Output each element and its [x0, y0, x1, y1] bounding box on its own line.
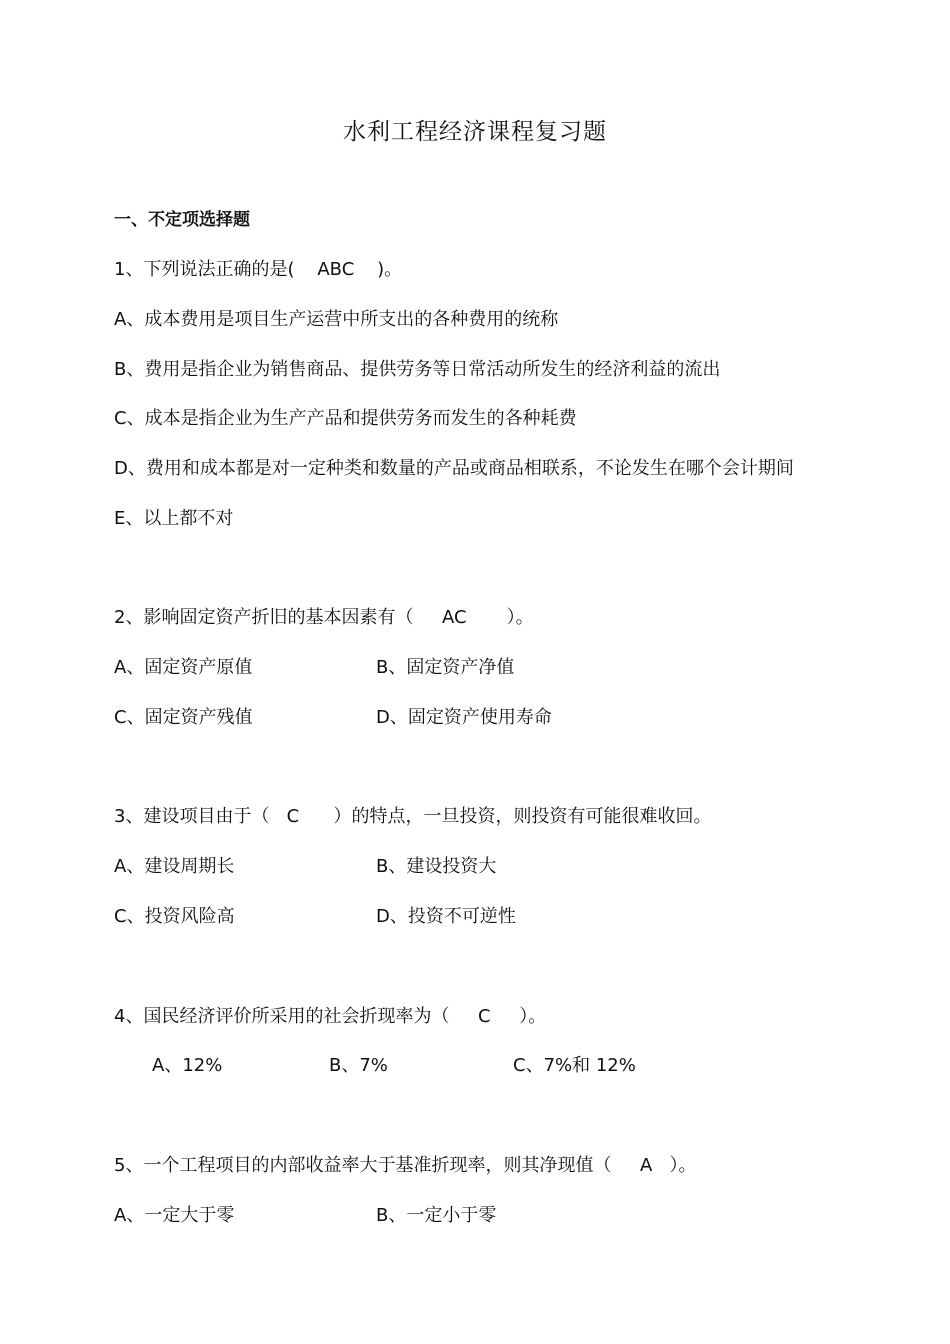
question-3-option-a: A、建设周期长 — [114, 856, 235, 877]
question-4-option-a: A、12% — [152, 1055, 223, 1076]
question-1-option-d: D、费用和成本都是对一定种类和数量的产品或商品相联系，不论发生在哪个会计期间 — [114, 458, 794, 479]
question-5-stem: 5、一个工程项目的内部收益率大于基准折现率，则其净现值（ A ）。 — [114, 1155, 697, 1176]
question-1-option-a: A、成本费用是项目生产运营中所支出的各种费用的统称 — [114, 309, 559, 330]
question-2-option-d: D、固定资产使用寿命 — [376, 707, 552, 728]
question-3-option-b: B、建设投资大 — [376, 856, 497, 877]
question-3-stem: 3、建设项目由于（ C ）的特点，一旦投资，则投资有可能很难收回。 — [114, 806, 712, 827]
question-2-option-c: C、固定资产残值 — [114, 707, 253, 728]
section-heading: 一、不定项选择题 — [114, 210, 250, 230]
question-4-option-c: C、7%和 12% — [513, 1055, 636, 1076]
question-1-option-e: E、以上都不对 — [114, 508, 234, 529]
question-1-option-c: C、成本是指企业为生产产品和提供劳务而发生的各种耗费 — [114, 408, 577, 429]
question-1-option-b: B、费用是指企业为销售商品、提供劳务等日常活动所发生的经济利益的流出 — [114, 359, 721, 380]
question-4-stem: 4、国民经济评价所采用的社会折现率为（ C ）。 — [114, 1006, 547, 1027]
question-1-stem: 1、下列说法正确的是( ABC )。 — [114, 259, 403, 280]
question-3-option-c: C、投资风险高 — [114, 906, 235, 927]
question-5-option-b: B、一定小于零 — [376, 1205, 497, 1226]
question-2-stem: 2、影响固定资产折旧的基本因素有（ AC ）。 — [114, 607, 534, 628]
question-3-option-d: D、投资不可逆性 — [376, 906, 516, 927]
document-title: 水利工程经济课程复习题 — [343, 119, 607, 145]
question-4-option-b: B、7% — [329, 1055, 388, 1076]
question-5-option-a: A、一定大于零 — [114, 1205, 235, 1226]
question-2-option-b: B、固定资产净值 — [376, 657, 515, 678]
question-2-option-a: A、固定资产原值 — [114, 657, 253, 678]
